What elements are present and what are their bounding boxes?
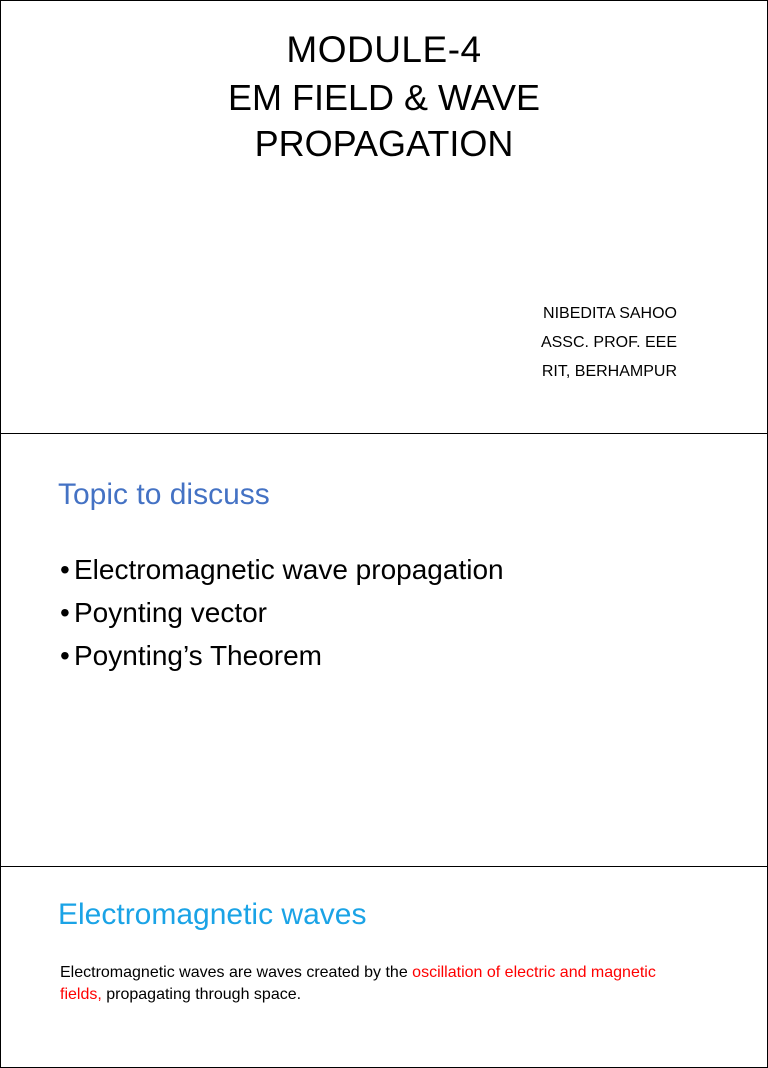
list-item [60, 591, 504, 634]
author-institute: RIT, BERHAMPUR [541, 363, 677, 380]
definition-highlight: oscillation of electric and magnetic fields, [60, 964, 656, 1003]
module-title: MODULE-4 [286, 29, 482, 70]
topic-text: Poynting’s Theorem [74, 640, 322, 671]
em-waves-slide [0, 866, 768, 1068]
course-title-line-2: PROPAGATION [254, 123, 514, 164]
em-waves-heading: Electromagnetic waves [58, 898, 367, 931]
title-slide [0, 0, 768, 434]
author-name: NIBEDITA SAHOO [543, 305, 677, 322]
list-item [60, 634, 504, 677]
topics-slide [0, 433, 768, 867]
course-title-line-1: EM FIELD & WAVE [227, 77, 541, 118]
author-block [541, 299, 677, 386]
topic-text: Electromagnetic wave propagation [74, 554, 504, 585]
definition-part-2: propagating through space. [101, 986, 302, 1003]
definition-part-1: Electromagnetic waves are waves created by the [60, 964, 413, 981]
topic-text: Poynting vector [74, 597, 267, 628]
definition-text [60, 962, 700, 1006]
list-item [60, 548, 504, 591]
topics-heading: Topic to discuss [58, 478, 270, 511]
author-position: ASSC. PROF. EEE [540, 334, 677, 351]
bullet-icon: • [60, 597, 70, 628]
bullet-icon: • [60, 554, 70, 585]
bullet-icon: • [60, 640, 70, 671]
topics-list [60, 548, 504, 677]
